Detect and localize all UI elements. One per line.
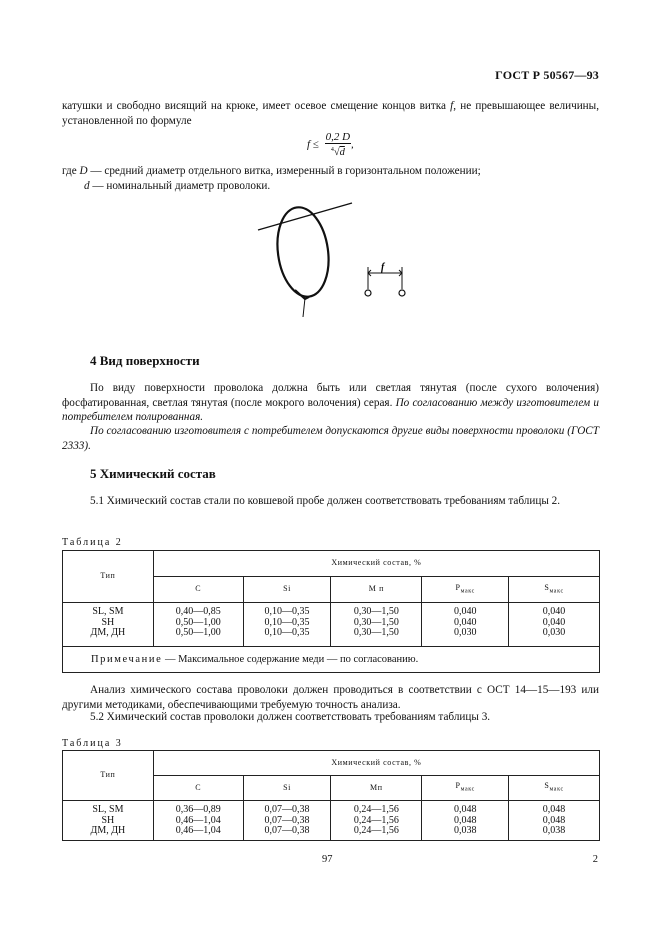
col-si: Si xyxy=(243,776,331,801)
p-cell: 0,040 0,040 0,030 xyxy=(422,603,509,647)
section-5-title: 5 Химический состав xyxy=(90,466,216,481)
table-3-caption: Таблица 3 xyxy=(62,738,123,749)
table-data-block xyxy=(63,801,600,841)
c-cell: 0,36—0,89 0,46—1,04 0,46—1,04 xyxy=(153,801,243,841)
f-label: f xyxy=(381,262,385,273)
section-5-1-paragraph: 5.1 Химический состав стали по ковшевой пробе должен соответствовать требованиям таблицы 2. xyxy=(90,495,561,507)
formula: f ≤ $\frac{0,2 D}{^4√d}$ , xyxy=(307,131,354,158)
c-cell: 0,40—0,85 0,50—1,00 0,50—1,00 xyxy=(153,603,243,647)
col-p: $Р_{макс}$ xyxy=(422,776,509,801)
si-cell: 0,10—0,35 0,10—0,35 0,10—0,35 xyxy=(243,603,331,647)
si-cell: 0,07—0,38 0,07—0,38 0,07—0,38 xyxy=(243,801,331,841)
table-2 xyxy=(62,550,600,673)
intro-paragraph: катушки и свободно висящий на крюке, имеет осевое смещение концов витка f, не превышающее величины, установленной по формуле xyxy=(62,100,599,127)
table-header-type: Тип xyxy=(63,551,154,603)
s-cell: 0,040 0,040 0,030 xyxy=(509,603,600,647)
type-cell: SL, SM SH ДМ, ДН xyxy=(63,603,154,647)
section-4-paragraph-2: По согласованию изготовителя с потребителем допускаются другие виды поверхности проволоки (ГОСТ 2333). xyxy=(62,425,599,452)
table-header-type: Тип xyxy=(63,751,154,801)
coil-loop xyxy=(272,204,334,300)
col-mn: Мп xyxy=(331,776,422,801)
p-cell: 0,048 0,048 0,038 xyxy=(422,801,509,841)
mn-cell: 0,30—1,50 0,30—1,50 0,30—1,50 xyxy=(331,603,422,647)
col-mn: М п xyxy=(331,577,422,603)
col-p: $Р_{макс}$ xyxy=(422,577,509,603)
table-2-caption: Таблица 2 xyxy=(62,537,123,548)
col-c: С xyxy=(153,577,243,603)
sheet-number: 2 xyxy=(592,854,598,865)
where-D: где D — средний диаметр отдельного витка, измеренный в горизонтальном положении; xyxy=(62,165,481,177)
table-data-block xyxy=(63,603,600,647)
right-end-marker xyxy=(399,290,405,296)
section-5-2-paragraph: 5.2 Химический состав проволоки должен соответствовать требованиям таблицы 3. xyxy=(90,711,491,723)
col-si: Si xyxy=(243,577,331,603)
page-number: 97 xyxy=(322,854,333,865)
standard-code: ГОСТ Р 50567—93 xyxy=(495,68,599,82)
mn-cell: 0,24—1,56 0,24—1,56 0,24—1,56 xyxy=(331,801,422,841)
table-header-group: Химический состав, % xyxy=(153,751,599,776)
type-cell: SL, SM SH ДМ, ДН xyxy=(63,801,154,841)
col-s: $S_{макс}$ xyxy=(509,776,600,801)
left-end-marker xyxy=(365,290,371,296)
col-s: $S_{макс}$ xyxy=(509,577,600,603)
end-tick xyxy=(303,298,305,317)
coil-figure xyxy=(240,195,420,320)
hook-line xyxy=(258,203,352,230)
section-4-title: 4 Вид поверхности xyxy=(90,353,200,368)
analysis-paragraph: Анализ химического состава проволоки должен проводиться в соответствии с ОСТ 14—15—193 или другими методиками, обеспечивающими требуемую точность анализа. xyxy=(62,684,599,711)
section-4-paragraph-1: По виду поверхности проволока должна быть или светлая тянутая (после сухого волочения) фосфатированная, светлая тянутая (после мокрого волочения) серая. По согласованию между изготовителем и потребителем полированная. xyxy=(62,382,599,424)
table-3 xyxy=(62,750,600,841)
s-cell: 0,048 0,048 0,038 xyxy=(509,801,600,841)
col-c: С xyxy=(153,776,243,801)
where-d: d — номинальный диаметр проволоки. xyxy=(84,180,271,192)
table-header-group: Химический состав, % xyxy=(153,551,599,577)
table-2-note: Примечание — Максимальное содержание меди — по согласованию. xyxy=(63,647,600,673)
